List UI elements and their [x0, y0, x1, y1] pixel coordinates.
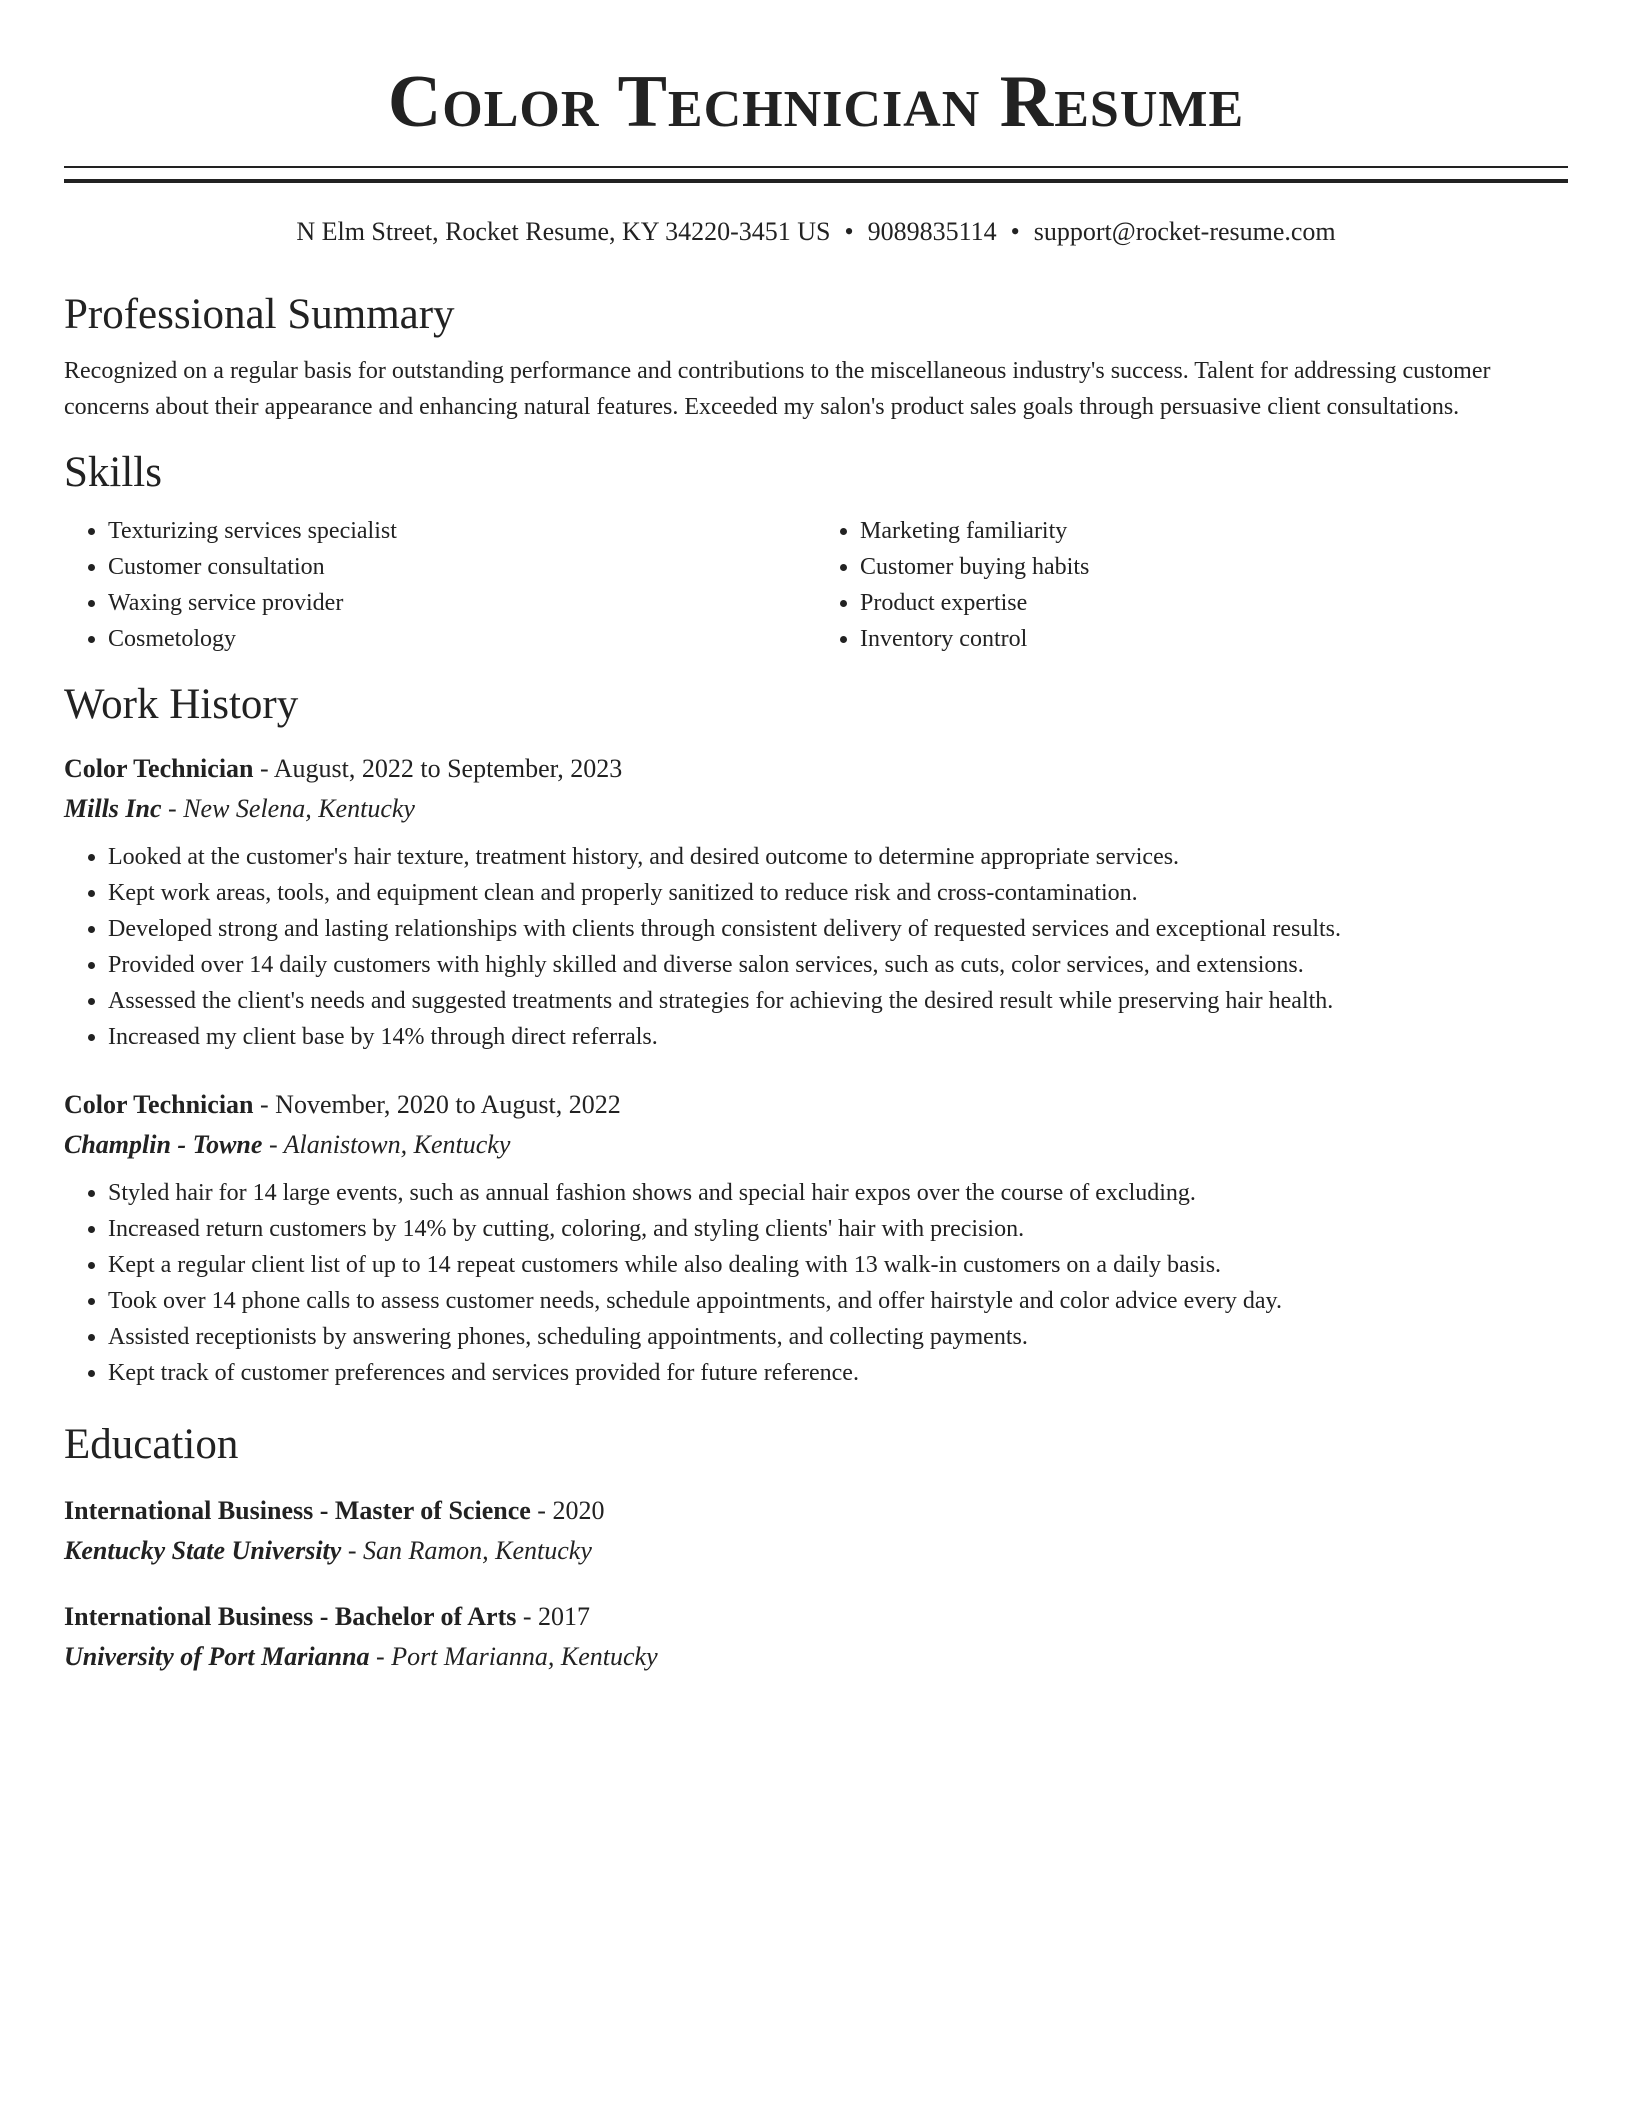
resume-title: Color Technician Resume	[387, 61, 1245, 143]
school-name: University of Port Marianna	[64, 1642, 370, 1671]
job-bullet: • Kept track of customer preferences and services provided for future reference.	[108, 1355, 1568, 1391]
work-history-heading: Work History	[64, 681, 299, 728]
contact-separator: •	[1010, 217, 1020, 246]
education-entry	[64, 1599, 1568, 1675]
contact-email: support@rocket-resume.com	[1033, 217, 1336, 246]
degree-year: - 2020	[530, 1496, 605, 1525]
company-location: - Alanistown, Kentucky	[262, 1130, 511, 1159]
company-location: - New Selena, Kentucky	[161, 794, 415, 823]
contact-separator: •	[844, 217, 854, 246]
degree-line	[64, 1493, 1568, 1529]
job-bullets	[64, 1175, 1568, 1391]
school-name: Kentucky State University	[64, 1536, 342, 1565]
title-double-rule	[64, 166, 1568, 183]
skill-item: • Marketing familiarity	[860, 513, 1568, 549]
skills-columns	[64, 513, 1568, 657]
contact-line	[64, 215, 1568, 249]
job-dates: - November, 2020 to August, 2022	[253, 1090, 621, 1119]
job-header	[64, 751, 1568, 787]
degree-name: International Business - Master of Science	[64, 1496, 531, 1525]
job-bullet: • Styled hair for 14 large events, such as annual fashion shows and special hair expos over the course of excluding.	[108, 1175, 1568, 1211]
skills-list-right	[816, 513, 1568, 657]
job-bullet: • Increased my client base by 14% through direct referrals.	[108, 1019, 1568, 1055]
school-location: - Port Marianna, Kentucky	[369, 1642, 658, 1671]
job-bullet: • Increased return customers by 14% by cutting, coloring, and styling clients' hair with precision.	[108, 1211, 1568, 1247]
job-entry	[64, 751, 1568, 1055]
skill-item: • Customer consultation	[108, 549, 816, 585]
skill-item: • Inventory control	[860, 621, 1568, 657]
degree-name: International Business - Bachelor of Arts	[64, 1602, 517, 1631]
job-bullet: • Developed strong and lasting relationships with clients through consistent delivery of requested services and exceptional results.	[108, 911, 1568, 947]
job-bullet: • Looked at the customer's hair texture, treatment history, and desired outcome to determine appropriate services.	[108, 839, 1568, 875]
job-bullet: • Kept work areas, tools, and equipment clean and properly sanitized to reduce risk and cross-contamination.	[108, 875, 1568, 911]
job-employer	[64, 791, 1568, 827]
school-line	[64, 1533, 1568, 1569]
skills-list-left	[64, 513, 816, 657]
job-bullet: • Assessed the client's needs and suggested treatments and strategies for achieving the desired result while preserving hair health.	[108, 983, 1568, 1019]
job-title: Color Technician	[64, 1090, 254, 1119]
job-bullet: • Provided over 14 daily customers with highly skilled and diverse salon services, such as cuts, color services, and extensions.	[108, 947, 1568, 983]
degree-line	[64, 1599, 1568, 1635]
skill-item: • Waxing service provider	[108, 585, 816, 621]
summary-text: Recognized on a regular basis for outstanding performance and contributions to the miscellaneous industry's success. Talent for addressing customer concerns about their appearance and enhancing natural features. Exceeded my salon's product sales goals through persuasive client consultations.	[64, 358, 1491, 420]
job-entry	[64, 1087, 1568, 1391]
job-bullet: • Assisted receptionists by answering phones, scheduling appointments, and collecting payments.	[108, 1319, 1568, 1355]
skill-item: • Cosmetology	[108, 621, 816, 657]
summary-heading: Professional Summary	[64, 291, 455, 338]
skill-item: • Product expertise	[860, 585, 1568, 621]
skills-heading: Skills	[64, 449, 162, 496]
contact-address: N Elm Street, Rocket Resume, KY 34220-3451 US	[296, 217, 831, 246]
education-entry	[64, 1493, 1568, 1569]
job-dates: - August, 2022 to September, 2023	[253, 754, 623, 783]
skill-item: • Texturizing services specialist	[108, 513, 816, 549]
job-employer	[64, 1127, 1568, 1163]
school-location: - San Ramon, Kentucky	[341, 1536, 592, 1565]
skill-item: • Customer buying habits	[860, 549, 1568, 585]
degree-year: - 2017	[516, 1602, 591, 1631]
job-bullet: • Took over 14 phone calls to assess customer needs, schedule appointments, and offer hairstyle and color advice every day.	[108, 1283, 1568, 1319]
school-line	[64, 1639, 1568, 1675]
job-title: Color Technician	[64, 754, 254, 783]
job-bullets	[64, 839, 1568, 1055]
company-name: Champlin - Towne	[64, 1130, 263, 1159]
education-heading: Education	[64, 1421, 239, 1468]
job-bullet: • Kept a regular client list of up to 14 repeat customers while also dealing with 13 walk-in customers on a daily basis.	[108, 1247, 1568, 1283]
contact-phone: 9089835114	[867, 217, 997, 246]
job-header	[64, 1087, 1568, 1123]
company-name: Mills Inc	[64, 794, 162, 823]
